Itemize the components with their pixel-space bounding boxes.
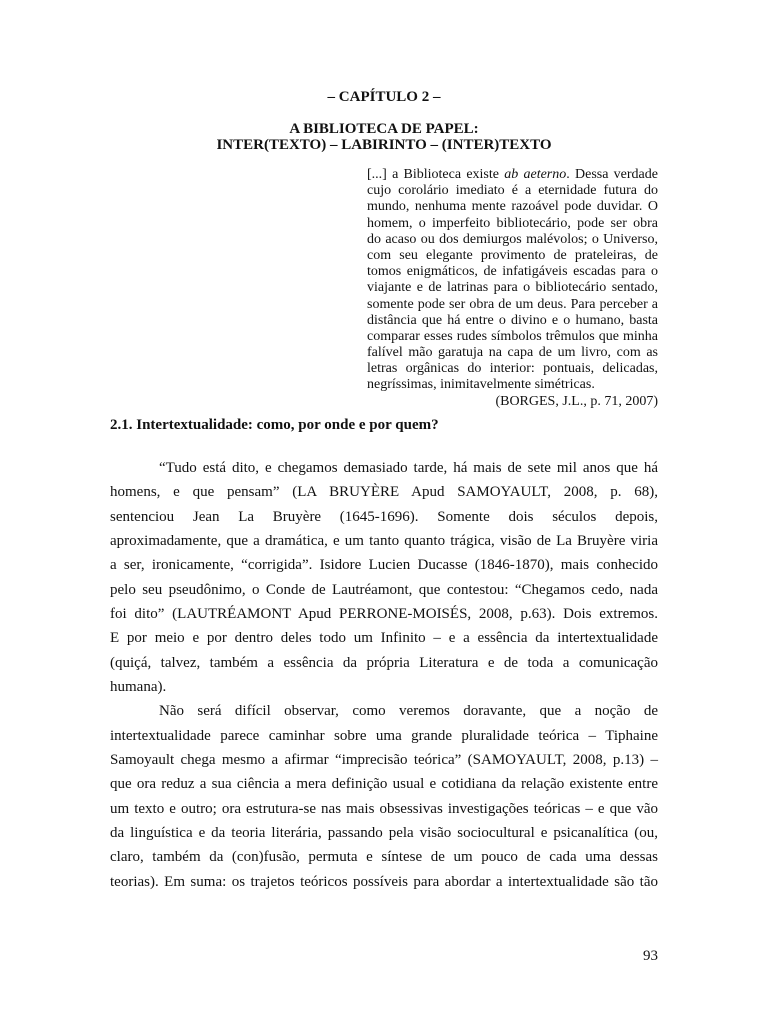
body-line: intertextualidade parece caminhar sobre uma grande pluralidade teórica – Tiphaine (110, 727, 658, 744)
body-line: Samoyault chega mesmo a afirmar “imprecisão teórica” (SAMOYAULT, 2008, p.13) – (110, 751, 658, 768)
body-line: humana). (110, 678, 167, 695)
epigraph-line: letras orgânicas do interior: pontuais, delicadas, (367, 361, 658, 377)
epigraph-text: [...] a Biblioteca existe (367, 167, 505, 182)
body-line: a ser, ironicamente, “corrigida”. Isidore Lucien Ducasse (1846-1870), mais conhecido (110, 557, 658, 574)
epigraph-line: do acaso ou dos demiurgos malévolos; o Universo, (367, 231, 658, 247)
epigraph-line: viajante e de latrinas para o bibliotecário sentado, (367, 280, 658, 296)
epigraph-line: cujo corolário imediato é a eternidade futura do (367, 183, 658, 199)
epigraph-italic: ab aeterno (504, 167, 567, 182)
epigraph-line: somente pode ser obra de um deus. Para perceber a (367, 296, 658, 312)
body-line: claro, também da (con)fusão, permuta e síntese de um pouco de cada uma dessas (110, 849, 658, 866)
body-line: teorias). Em suma: os trajetos teóricos possíveis para abordar a intertextualidade são tão (110, 873, 658, 890)
body-line: homens, e que pensam” (LA BRUYÈRE Apud SAMOYAULT, 2008, p. 68), (110, 484, 658, 501)
chapter-title-line-1: A BIBLIOTECA DE PAPEL: (289, 121, 479, 137)
chapter-label: – CAPÍTULO 2 – (327, 89, 441, 105)
body-line: aproximadamente, que a dramática, e um tanto quanto trágica, visão de La Bruyère viria (110, 532, 658, 549)
section-heading: 2.1. Intertextualidade: como, por onde e por quem? (110, 417, 439, 433)
body-line: (quiçá, talvez, também a essência da própria Literatura e de toda a comunicação (110, 654, 658, 671)
epigraph-line: falível mão garatuja na capa de um livro, com as (367, 345, 658, 361)
body-line: da linguística e da teoria literária, passando pela visão sociocultural e psicanalítica (ou, (110, 824, 658, 841)
chapter-title-line-2: INTER(TEXTO) – LABIRINTO – (INTER)TEXTO (216, 137, 552, 153)
body-text (110, 456, 658, 894)
body-line: pelo seu pseudônimo, o Conde de Lautréamont, que contestou: “Chegamos cedo, nada (110, 581, 658, 598)
body-line: foi dito” (LAUTRÉAMONT Apud PERRONE-MOISÉS, 2008, p.63). Dois extremos. (110, 605, 658, 622)
body-line: “Tudo está dito, e chegamos demasiado tarde, há mais de sete mil anos que há (159, 460, 658, 476)
page-number: 93 (643, 948, 658, 964)
body-line: E por meio e por dentro deles todo um Infinito – e a essência da intertextualidade (110, 630, 658, 647)
epigraph-text: . Dessa verdade (566, 167, 658, 182)
epigraph-citation: (BORGES, J.L., p. 71, 2007) (495, 393, 658, 409)
epigraph-line: negríssimas, inimitavelmente simétricas. (367, 377, 595, 393)
body-line: um texto e outro; ora estrutura-se nas mais obsessivas investigações teóricas – e que vão (110, 800, 658, 817)
epigraph-line: homem, o imperfeito bibliotecário, pode ser obra (367, 215, 658, 231)
epigraph-line: distância que há entre o divino e o humano, basta (367, 312, 658, 328)
epigraph-line (367, 167, 658, 183)
epigraph-line: mundo, nenhuma mente razoável pode duvidar. O (367, 199, 658, 215)
epigraph-line: tomos enigmáticos, de infatigáveis escadas para o (367, 264, 658, 280)
body-line: sentenciou Jean La Bruyère (1645-1696). Somente dois séculos depois, (110, 508, 658, 525)
epigraph-line: comparar esses rudes símbolos trêmulos que minha (367, 328, 658, 344)
body-line: que ora reduz a sua ciência a mera definição usual e cotidiana da relação existente entre (110, 776, 658, 793)
epigraph-line: com seu elegante provimento de prateleiras, de (367, 247, 658, 263)
epigraph (367, 167, 658, 410)
body-line: Não será difícil observar, como veremos doravante, que a noção de (159, 703, 658, 720)
